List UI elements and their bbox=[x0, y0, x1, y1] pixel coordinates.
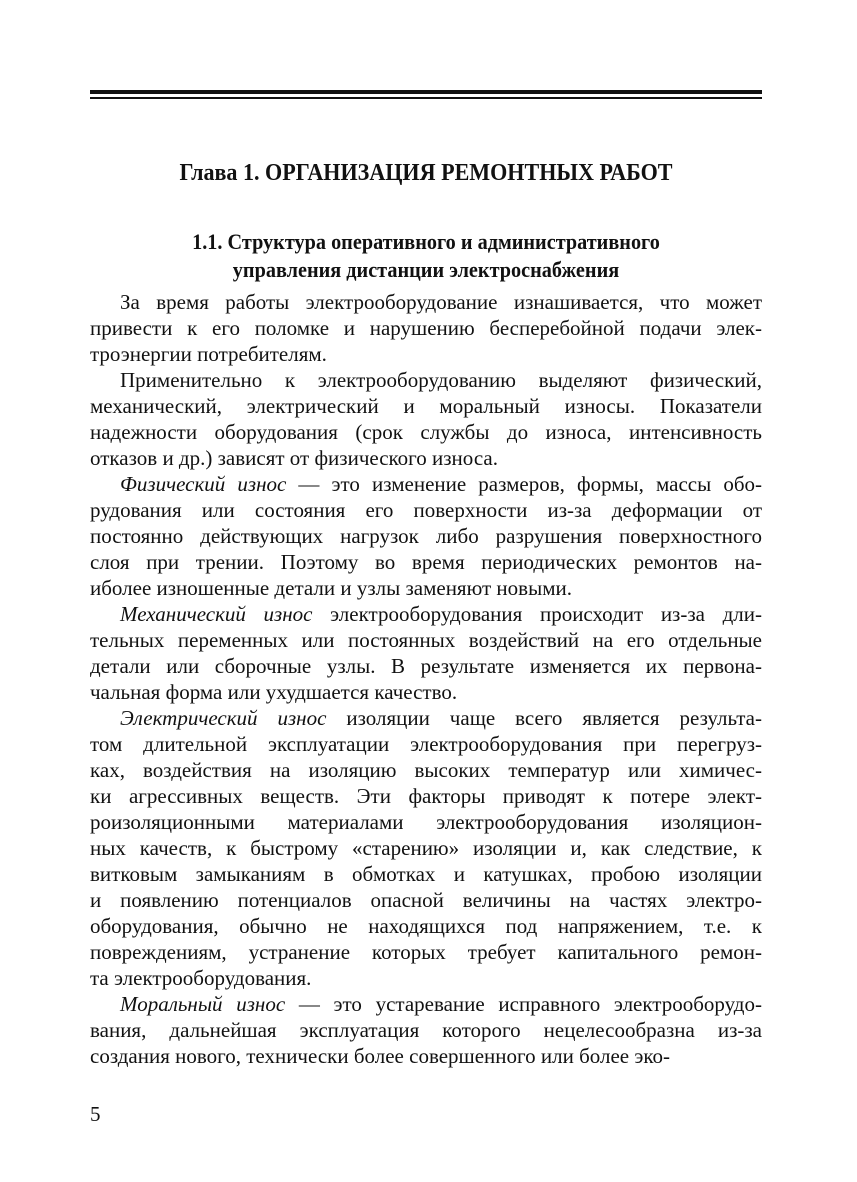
term-italic: Моральный износ bbox=[120, 992, 286, 1016]
chapter-title: Глава 1. ОРГАНИЗАЦИЯ РЕМОНТНЫХ РАБОТ bbox=[179, 160, 673, 186]
text-line bbox=[90, 1043, 762, 1069]
line-text: повреждениям, устранение которых требует капитального ремон- bbox=[90, 940, 762, 964]
term-italic: Электрический износ bbox=[120, 706, 327, 730]
section-title bbox=[117, 228, 735, 284]
text-line bbox=[90, 939, 762, 965]
line-text: оборудования, обычно не находящихся под напряжением, т.е. к bbox=[90, 914, 762, 938]
term-italic: Физический износ bbox=[120, 472, 287, 496]
line-text: витковым замыканиям в обмотках и катушках, пробою изоляции bbox=[90, 862, 762, 886]
text-line bbox=[90, 783, 762, 809]
text-line bbox=[90, 887, 762, 913]
paragraph bbox=[90, 991, 762, 1069]
text-line bbox=[90, 601, 762, 627]
line-text: Применительно к электрооборудованию выделяют физический, bbox=[120, 368, 762, 392]
text-line bbox=[90, 393, 762, 419]
line-text: детали или сборочные узлы. В результате изменяется их первона- bbox=[90, 654, 762, 678]
section-title-line: управления дистанции электроснабжения bbox=[232, 257, 620, 282]
line-text: слоя при трении. Поэтому во время периодических ремонтов на- bbox=[90, 550, 762, 574]
line-text: ных качеств, к быстрому «старению» изоляции и, как следствие, к bbox=[90, 836, 762, 860]
line-text: том длительной эксплуатации электрооборудования при перегруз- bbox=[90, 732, 762, 756]
text-line bbox=[90, 445, 762, 471]
text-line bbox=[90, 861, 762, 887]
term-italic: Механический износ bbox=[120, 602, 313, 626]
paragraph bbox=[90, 601, 762, 705]
paragraph bbox=[90, 289, 762, 367]
line-text: и появлению потенциалов опасной величины на частях электро- bbox=[90, 888, 762, 912]
paragraph bbox=[90, 705, 762, 991]
text-line bbox=[90, 341, 762, 367]
text-line bbox=[90, 367, 762, 393]
line-text: создания нового, технически более совершенного или более эко- bbox=[90, 1044, 670, 1068]
text-line bbox=[90, 549, 762, 575]
text-line bbox=[90, 679, 762, 705]
line-text: вания, дальнейшая эксплуатация которого нецелесообразна из-за bbox=[90, 1018, 762, 1042]
line-text: — это устаревание исправного электрооборудо- bbox=[285, 992, 762, 1016]
line-text: иболее изношенные детали и узлы заменяют новыми. bbox=[90, 576, 572, 600]
text-line bbox=[90, 419, 762, 445]
text-line bbox=[90, 991, 762, 1017]
text-line bbox=[90, 627, 762, 653]
line-text: та электрооборудования. bbox=[90, 966, 312, 990]
text-line bbox=[90, 575, 762, 601]
line-text: тельных переменных или постоянных воздействий на его отдельные bbox=[90, 628, 762, 652]
line-text: постоянно действующих нагрузок либо разрушения поверхностного bbox=[90, 524, 762, 548]
line-text: отказов и др.) зависят от физического износа. bbox=[90, 446, 498, 470]
header-rule-thin bbox=[90, 97, 762, 99]
line-text: ках, воздействия на изоляцию высоких температур или химичес- bbox=[90, 758, 762, 782]
text-line bbox=[90, 757, 762, 783]
text-line bbox=[90, 835, 762, 861]
header-rule-thick bbox=[90, 90, 762, 94]
text-line bbox=[90, 913, 762, 939]
text-line bbox=[90, 471, 762, 497]
page-number: 5 bbox=[90, 1102, 101, 1126]
text-line bbox=[90, 289, 762, 315]
text-line bbox=[90, 1017, 762, 1043]
text-line bbox=[90, 809, 762, 835]
line-text: чальная форма или ухудшается качество. bbox=[90, 680, 458, 704]
body-text bbox=[90, 289, 762, 1069]
text-line bbox=[90, 315, 762, 341]
line-text: механический, электрический и моральный износы. Показатели bbox=[90, 394, 762, 418]
line-text: — это изменение размеров, формы, массы обо- bbox=[286, 472, 762, 496]
text-line bbox=[90, 523, 762, 549]
line-text: троэнергии потребителям. bbox=[90, 342, 327, 366]
line-text: роизоляционными материалами электрооборудования изоляцион- bbox=[90, 810, 762, 834]
line-text: электрооборудования происходит из-за дли- bbox=[312, 602, 763, 626]
text-line bbox=[90, 965, 762, 991]
line-text: ки агрессивных веществ. Эти факторы приводят к потере элект- bbox=[90, 784, 762, 808]
line-text: изоляции чаще всего является результа- bbox=[326, 706, 763, 730]
text-line bbox=[90, 705, 762, 731]
paragraph bbox=[90, 471, 762, 601]
text-line bbox=[90, 497, 762, 523]
line-text: надежности оборудования (срок службы до износа, интенсивность bbox=[90, 420, 762, 444]
text-line bbox=[90, 653, 762, 679]
text-line bbox=[90, 731, 762, 757]
section-title-line: 1.1. Структура оперативного и административного bbox=[192, 229, 660, 254]
paragraph bbox=[90, 367, 762, 471]
line-text: привести к его поломке и нарушению бесперебойной подачи элек- bbox=[90, 316, 762, 340]
line-text: рудования или состояния его поверхности из-за деформации от bbox=[90, 498, 762, 522]
line-text: За время работы электрооборудование изнашивается, что может bbox=[120, 290, 762, 314]
